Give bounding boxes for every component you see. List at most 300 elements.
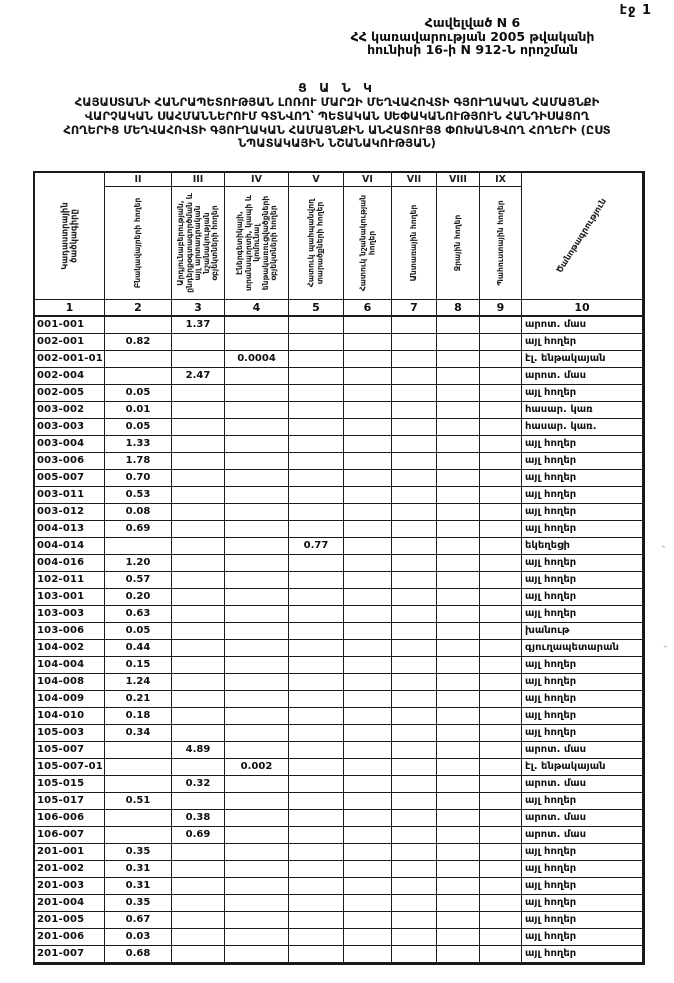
note-cell: այլ հողեր bbox=[522, 521, 643, 538]
area-value-cell: 0.31 bbox=[105, 861, 172, 878]
area-value-cell bbox=[392, 844, 437, 861]
area-value-cell: 0.21 bbox=[105, 691, 172, 708]
area-value-cell bbox=[289, 317, 344, 334]
column-number-6: 6 bbox=[344, 300, 392, 317]
area-value-cell bbox=[289, 674, 344, 691]
area-value-cell bbox=[437, 759, 480, 776]
area-value-cell bbox=[289, 334, 344, 351]
area-value-cell bbox=[480, 504, 522, 521]
cadastral-code-cell: 003-011 bbox=[35, 487, 105, 504]
note-cell: հասար. կառ bbox=[522, 402, 643, 419]
area-value-cell bbox=[289, 436, 344, 453]
area-value-cell bbox=[344, 657, 392, 674]
column-header-note: Ծանոթագրություն bbox=[522, 173, 643, 300]
area-value-cell bbox=[105, 368, 172, 385]
column-number-1: 1 bbox=[35, 300, 105, 317]
area-value-cell bbox=[344, 555, 392, 572]
area-value-cell: 2.47 bbox=[172, 368, 225, 385]
area-value-cell bbox=[392, 368, 437, 385]
area-value-cell bbox=[344, 691, 392, 708]
area-value-cell bbox=[344, 589, 392, 606]
area-value-cell bbox=[289, 827, 344, 844]
area-value-cell bbox=[172, 640, 225, 657]
area-value-cell bbox=[437, 657, 480, 674]
area-value-cell bbox=[392, 929, 437, 946]
area-value-cell bbox=[437, 623, 480, 640]
area-value-cell: 0.82 bbox=[105, 334, 172, 351]
area-value-cell: 1.20 bbox=[105, 555, 172, 572]
area-value-cell bbox=[392, 657, 437, 674]
area-value-cell bbox=[225, 419, 289, 436]
note-cell: այլ հողեր bbox=[522, 895, 643, 912]
area-value-cell: 0.32 bbox=[172, 776, 225, 793]
area-value-cell bbox=[392, 708, 437, 725]
title-line-3: ՀՈՂԵՐԻՑ ՄԵՂՎԱՀՈՎՏԻ ԳՅՈՒՂԱԿԱՆ ՀԱՄԱՅՆՔԻՆ ԱՆՀԱՏՈՒՅՑ ՓՈԽԱՆՑՎՈՂ ՀՈՂԵՐԻ (ԸՍՏ bbox=[63, 122, 611, 137]
note-cell: այլ հողեր bbox=[522, 844, 643, 861]
area-value-cell bbox=[289, 844, 344, 861]
area-value-cell bbox=[480, 538, 522, 555]
area-value-cell bbox=[344, 334, 392, 351]
area-value-cell: 0.03 bbox=[105, 929, 172, 946]
note-cell: արոտ. մաս bbox=[522, 368, 643, 385]
cadastral-code-cell: 104-008 bbox=[35, 674, 105, 691]
area-value-cell bbox=[172, 555, 225, 572]
area-value-cell bbox=[480, 810, 522, 827]
note-cell: այլ հողեր bbox=[522, 929, 643, 946]
area-value-cell bbox=[105, 776, 172, 793]
area-value-cell bbox=[344, 844, 392, 861]
roman-numeral-III: III bbox=[172, 173, 225, 187]
note-cell: արոտ. մաս bbox=[522, 317, 643, 334]
area-value-cell bbox=[392, 640, 437, 657]
column-header-protected-lands: Հատուկ պահպանվող տարածքների հողեր bbox=[289, 187, 344, 300]
area-value-cell bbox=[172, 572, 225, 589]
area-value-cell bbox=[437, 776, 480, 793]
column-number-5: 5 bbox=[289, 300, 344, 317]
note-cell: արոտ. մաս bbox=[522, 827, 643, 844]
area-value-cell bbox=[344, 725, 392, 742]
area-value-cell bbox=[225, 742, 289, 759]
area-value-cell bbox=[225, 487, 289, 504]
area-value-cell bbox=[172, 674, 225, 691]
area-value-cell bbox=[392, 402, 437, 419]
area-value-cell bbox=[392, 555, 437, 572]
area-value-cell bbox=[225, 895, 289, 912]
area-value-cell bbox=[480, 895, 522, 912]
area-value-cell bbox=[480, 929, 522, 946]
area-value-cell: 0.15 bbox=[105, 657, 172, 674]
roman-numeral-V: V bbox=[289, 173, 344, 187]
area-value-cell bbox=[480, 657, 522, 674]
area-value-cell: 0.70 bbox=[105, 470, 172, 487]
area-value-cell bbox=[172, 487, 225, 504]
area-value-cell: 0.44 bbox=[105, 640, 172, 657]
note-cell: այլ հողեր bbox=[522, 589, 643, 606]
note-cell: այլ հողեր bbox=[522, 691, 643, 708]
area-value-cell bbox=[172, 793, 225, 810]
area-value-cell bbox=[225, 929, 289, 946]
area-value-cell bbox=[172, 623, 225, 640]
area-value-cell bbox=[437, 368, 480, 385]
area-value-cell bbox=[172, 946, 225, 963]
area-value-cell bbox=[437, 708, 480, 725]
area-value-cell: 0.77 bbox=[289, 538, 344, 555]
area-value-cell bbox=[172, 708, 225, 725]
area-value-cell bbox=[172, 470, 225, 487]
area-value-cell bbox=[225, 776, 289, 793]
note-cell: այլ հողեր bbox=[522, 487, 643, 504]
area-value-cell bbox=[225, 555, 289, 572]
area-value-cell bbox=[344, 368, 392, 385]
cadastral-code-cell: 003-012 bbox=[35, 504, 105, 521]
note-cell: խանութ bbox=[522, 623, 643, 640]
area-value-cell bbox=[344, 538, 392, 555]
note-cell: այլ հողեր bbox=[522, 946, 643, 963]
area-value-cell bbox=[344, 606, 392, 623]
area-value-cell bbox=[480, 385, 522, 402]
area-value-cell bbox=[480, 470, 522, 487]
area-value-cell bbox=[344, 742, 392, 759]
area-value-cell bbox=[172, 419, 225, 436]
note-cell: այլ հողեր bbox=[522, 725, 643, 742]
area-value-cell bbox=[289, 708, 344, 725]
area-value-cell bbox=[172, 538, 225, 555]
area-value-cell bbox=[392, 912, 437, 929]
cadastral-code-cell: 103-003 bbox=[35, 606, 105, 623]
cadastral-code-cell: 003-002 bbox=[35, 402, 105, 419]
area-value-cell bbox=[392, 946, 437, 963]
area-value-cell bbox=[392, 453, 437, 470]
area-value-cell bbox=[225, 572, 289, 589]
area-value-cell: 0.05 bbox=[105, 623, 172, 640]
note-cell: էլ. ենթակայան bbox=[522, 759, 643, 776]
area-value-cell bbox=[480, 334, 522, 351]
cadastral-code-cell: 002-005 bbox=[35, 385, 105, 402]
area-value-cell bbox=[344, 810, 392, 827]
area-value-cell bbox=[289, 470, 344, 487]
area-value-cell bbox=[172, 912, 225, 929]
area-value-cell bbox=[289, 402, 344, 419]
note-cell: այլ հողեր bbox=[522, 606, 643, 623]
document-title bbox=[28, 80, 646, 151]
area-value-cell bbox=[392, 725, 437, 742]
area-value-cell bbox=[480, 487, 522, 504]
note-cell: էլ. ենթակայան bbox=[522, 351, 643, 368]
column-header-settlement-lands: Բնակավայրերի հողեր bbox=[105, 187, 172, 300]
note-cell: այլ հողեր bbox=[522, 674, 643, 691]
cadastral-code-cell: 105-017 bbox=[35, 793, 105, 810]
title-line-1: ՀԱՅԱՍՏԱՆԻ ՀԱՆՐԱՊԵՏՈՒԹՅԱՆ ԼՈՌՈՒ ՄԱՐԶԻ ՄԵՂՎԱՀՈՎՏԻ ԳՅՈՒՂԱԿԱՆ ՀԱՄԱՅՆՔԻ bbox=[74, 95, 600, 109]
area-value-cell: 0.20 bbox=[105, 589, 172, 606]
area-value-cell bbox=[344, 385, 392, 402]
area-value-cell bbox=[392, 827, 437, 844]
area-value-cell bbox=[392, 572, 437, 589]
area-value-cell bbox=[225, 946, 289, 963]
note-cell: այլ հողեր bbox=[522, 572, 643, 589]
area-value-cell bbox=[225, 606, 289, 623]
area-value-cell bbox=[289, 912, 344, 929]
area-value-cell bbox=[344, 623, 392, 640]
area-value-cell bbox=[225, 810, 289, 827]
area-value-cell: 0.53 bbox=[105, 487, 172, 504]
area-value-cell bbox=[344, 861, 392, 878]
cadastral-code-cell: 003-006 bbox=[35, 453, 105, 470]
area-value-cell: 1.33 bbox=[105, 436, 172, 453]
appendix-line-3: հունիսի 16-ի N 912-Ն որոշման bbox=[367, 42, 578, 57]
area-value-cell: 1.24 bbox=[105, 674, 172, 691]
scan-artifact: ‸ bbox=[662, 640, 668, 648]
area-value-cell: 0.68 bbox=[105, 946, 172, 963]
area-value-cell: 0.08 bbox=[105, 504, 172, 521]
area-value-cell bbox=[172, 521, 225, 538]
area-value-cell bbox=[105, 317, 172, 334]
area-value-cell bbox=[437, 555, 480, 572]
area-value-cell bbox=[225, 334, 289, 351]
cadastral-code-cell: 201-005 bbox=[35, 912, 105, 929]
area-value-cell bbox=[289, 453, 344, 470]
area-value-cell bbox=[225, 674, 289, 691]
area-value-cell bbox=[392, 470, 437, 487]
note-cell: այլ հողեր bbox=[522, 555, 643, 572]
area-value-cell bbox=[225, 385, 289, 402]
column-header-water-lands: Ջրային հողեր bbox=[437, 187, 480, 300]
area-value-cell bbox=[480, 572, 522, 589]
area-value-cell bbox=[344, 878, 392, 895]
cadastral-code-cell: 201-004 bbox=[35, 895, 105, 912]
note-cell: այլ հողեր bbox=[522, 334, 643, 351]
area-value-cell bbox=[105, 759, 172, 776]
area-value-cell bbox=[392, 776, 437, 793]
area-value-cell bbox=[437, 691, 480, 708]
area-value-cell bbox=[225, 402, 289, 419]
note-cell: այլ հողեր bbox=[522, 436, 643, 453]
title-line-4: ՆՊԱՏԱԿԱՅԻՆ ՆՇԱՆԱԿՈՒԹՅԱՆ) bbox=[238, 136, 436, 151]
area-value-cell bbox=[437, 351, 480, 368]
cadastral-code-cell: 104-010 bbox=[35, 708, 105, 725]
area-value-cell bbox=[225, 453, 289, 470]
cadastral-code-cell: 103-001 bbox=[35, 589, 105, 606]
cadastral-code-cell: 201-002 bbox=[35, 861, 105, 878]
area-value-cell bbox=[480, 368, 522, 385]
note-cell: արոտ. մաս bbox=[522, 810, 643, 827]
area-value-cell bbox=[344, 674, 392, 691]
area-value-cell bbox=[172, 385, 225, 402]
area-value-cell: 0.51 bbox=[105, 793, 172, 810]
title-heading: Ց Ա Ն Կ bbox=[298, 80, 376, 95]
area-value-cell bbox=[105, 742, 172, 759]
area-value-cell bbox=[289, 368, 344, 385]
area-value-cell bbox=[289, 657, 344, 674]
column-header-special-purpose-lands: Հատուկ նշանակության հողեր bbox=[344, 187, 392, 300]
area-value-cell bbox=[172, 725, 225, 742]
roman-numeral-IX: IX bbox=[480, 173, 522, 187]
area-value-cell bbox=[392, 334, 437, 351]
note-cell: այլ հողեր bbox=[522, 708, 643, 725]
area-value-cell bbox=[480, 742, 522, 759]
area-value-cell bbox=[172, 878, 225, 895]
area-value-cell bbox=[480, 725, 522, 742]
area-value-cell bbox=[392, 878, 437, 895]
area-value-cell: 0.63 bbox=[105, 606, 172, 623]
roman-numeral-IV: IV bbox=[225, 173, 289, 187]
area-value-cell: 0.05 bbox=[105, 419, 172, 436]
area-value-cell bbox=[225, 844, 289, 861]
note-cell: այլ հողեր bbox=[522, 504, 643, 521]
area-value-cell bbox=[289, 861, 344, 878]
area-value-cell bbox=[480, 861, 522, 878]
area-value-cell bbox=[480, 555, 522, 572]
area-value-cell bbox=[172, 895, 225, 912]
cadastral-code-cell: 201-001 bbox=[35, 844, 105, 861]
area-value-cell bbox=[289, 589, 344, 606]
cadastral-code-cell: 004-014 bbox=[35, 538, 105, 555]
cadastral-code-cell: 105-003 bbox=[35, 725, 105, 742]
area-value-cell bbox=[437, 606, 480, 623]
area-value-cell bbox=[225, 538, 289, 555]
area-value-cell bbox=[392, 861, 437, 878]
area-value-cell bbox=[392, 793, 437, 810]
area-value-cell bbox=[225, 436, 289, 453]
area-value-cell bbox=[437, 572, 480, 589]
area-value-cell bbox=[289, 385, 344, 402]
area-value-cell bbox=[480, 623, 522, 640]
area-value-cell bbox=[172, 504, 225, 521]
area-value-cell bbox=[344, 572, 392, 589]
area-value-cell bbox=[392, 538, 437, 555]
column-header-reserve-lands: Պահուստային հողեր bbox=[480, 187, 522, 300]
area-value-cell bbox=[392, 317, 437, 334]
area-value-cell: 1.37 bbox=[172, 317, 225, 334]
area-value-cell bbox=[480, 640, 522, 657]
area-value-cell bbox=[392, 606, 437, 623]
note-cell: այլ հողեր bbox=[522, 453, 643, 470]
area-value-cell bbox=[344, 521, 392, 538]
area-value-cell bbox=[289, 742, 344, 759]
area-value-cell bbox=[289, 759, 344, 776]
cadastral-code-cell: 004-013 bbox=[35, 521, 105, 538]
area-value-cell bbox=[344, 895, 392, 912]
area-value-cell: 4.89 bbox=[172, 742, 225, 759]
area-value-cell bbox=[480, 793, 522, 810]
area-value-cell bbox=[480, 844, 522, 861]
area-value-cell bbox=[480, 674, 522, 691]
area-value-cell: 0.67 bbox=[105, 912, 172, 929]
area-value-cell bbox=[392, 623, 437, 640]
area-value-cell bbox=[480, 776, 522, 793]
area-value-cell bbox=[289, 691, 344, 708]
land-transfer-table bbox=[33, 171, 645, 965]
area-value-cell: 0.57 bbox=[105, 572, 172, 589]
area-value-cell bbox=[437, 674, 480, 691]
area-value-cell bbox=[225, 827, 289, 844]
area-value-cell bbox=[172, 453, 225, 470]
area-value-cell bbox=[344, 453, 392, 470]
area-value-cell bbox=[480, 606, 522, 623]
area-value-cell bbox=[105, 538, 172, 555]
area-value-cell bbox=[105, 827, 172, 844]
area-value-cell bbox=[480, 317, 522, 334]
area-value-cell bbox=[480, 402, 522, 419]
note-cell: այլ հողեր bbox=[522, 793, 643, 810]
cadastral-code-cell: 104-004 bbox=[35, 657, 105, 674]
roman-numeral-II: II bbox=[105, 173, 172, 187]
cadastral-code-cell: 103-006 bbox=[35, 623, 105, 640]
area-value-cell bbox=[437, 793, 480, 810]
cadastral-code-cell: 104-002 bbox=[35, 640, 105, 657]
area-value-cell bbox=[172, 589, 225, 606]
area-value-cell bbox=[289, 725, 344, 742]
note-cell: արոտ. մաս bbox=[522, 742, 643, 759]
appendix-reference bbox=[300, 16, 645, 57]
title-line-2: ՎԱՐՉԱԿԱՆ ՍԱՀՄԱՆՆԵՐՈՒՄ ԳՏՆՎՈՂ՝ ՊԵՏԱԿԱՆ ՍԵՓԱԿԱՆՈՒԹՅՈՒՆ ՀԱՆԴԻՍԱՑՈՂ bbox=[84, 108, 590, 123]
area-value-cell bbox=[437, 385, 480, 402]
area-value-cell bbox=[437, 810, 480, 827]
note-cell: հասար. կառ. bbox=[522, 419, 643, 436]
area-value-cell bbox=[480, 436, 522, 453]
area-value-cell bbox=[172, 436, 225, 453]
area-value-cell bbox=[344, 640, 392, 657]
area-value-cell bbox=[480, 946, 522, 963]
roman-numeral-VI: VI bbox=[344, 173, 392, 187]
area-value-cell bbox=[289, 351, 344, 368]
area-value-cell bbox=[225, 912, 289, 929]
area-value-cell bbox=[289, 606, 344, 623]
area-value-cell bbox=[437, 470, 480, 487]
area-value-cell bbox=[172, 351, 225, 368]
area-value-cell bbox=[344, 912, 392, 929]
area-value-cell bbox=[392, 385, 437, 402]
area-value-cell bbox=[289, 793, 344, 810]
area-value-cell: 1.78 bbox=[105, 453, 172, 470]
area-value-cell bbox=[225, 470, 289, 487]
cadastral-code-cell: 106-006 bbox=[35, 810, 105, 827]
area-value-cell bbox=[437, 436, 480, 453]
area-value-cell bbox=[392, 419, 437, 436]
note-cell: գյուղապետարան bbox=[522, 640, 643, 657]
area-value-cell bbox=[344, 759, 392, 776]
area-value-cell bbox=[480, 878, 522, 895]
note-cell: եկեղեցի bbox=[522, 538, 643, 555]
cadastral-code-cell: 201-006 bbox=[35, 929, 105, 946]
area-value-cell bbox=[289, 487, 344, 504]
note-cell: այլ հողեր bbox=[522, 385, 643, 402]
area-value-cell bbox=[480, 759, 522, 776]
area-value-cell: 0.35 bbox=[105, 895, 172, 912]
area-value-cell bbox=[289, 776, 344, 793]
cadastral-code-cell: 003-004 bbox=[35, 436, 105, 453]
roman-numeral-VIII: VIII bbox=[437, 173, 480, 187]
note-cell: արոտ. մաս bbox=[522, 776, 643, 793]
note-cell: այլ հողեր bbox=[522, 861, 643, 878]
area-value-cell: 0.35 bbox=[105, 844, 172, 861]
column-number-4: 4 bbox=[225, 300, 289, 317]
area-value-cell bbox=[172, 334, 225, 351]
area-value-cell bbox=[437, 742, 480, 759]
area-value-cell bbox=[289, 929, 344, 946]
cadastral-code-cell: 201-007 bbox=[35, 946, 105, 963]
cadastral-code-cell: 102-011 bbox=[35, 572, 105, 589]
area-value-cell bbox=[289, 555, 344, 572]
area-value-cell bbox=[437, 640, 480, 657]
area-value-cell bbox=[344, 317, 392, 334]
area-value-cell bbox=[480, 827, 522, 844]
area-value-cell bbox=[480, 589, 522, 606]
area-value-cell: 0.69 bbox=[105, 521, 172, 538]
area-value-cell bbox=[392, 674, 437, 691]
area-value-cell bbox=[437, 402, 480, 419]
area-value-cell bbox=[172, 606, 225, 623]
area-value-cell bbox=[437, 725, 480, 742]
